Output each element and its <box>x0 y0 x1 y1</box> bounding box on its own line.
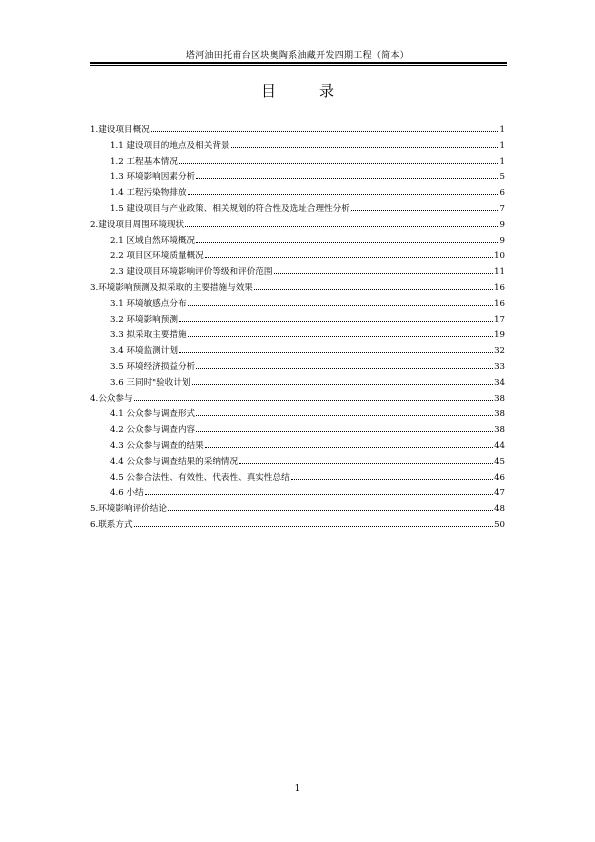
toc-entry-label: 4.4 公众参与调查结果的采纳情况 <box>110 456 239 467</box>
toc-entry-page: 16 <box>494 282 505 293</box>
toc-entry-label: 1.5 建设项目与产业政策、相关规划的符合性及选址合理性分析 <box>110 203 350 214</box>
toc-entry-page: 6 <box>499 188 505 199</box>
toc-leader-dots <box>151 121 498 132</box>
toc-entry-page: 17 <box>494 314 505 325</box>
toc-entry-page: 9 <box>499 235 505 246</box>
toc-entry-label: 5.环境影响评价结论 <box>90 504 167 515</box>
toc-entry-label: 3.3 拟采取主要措施 <box>110 330 187 341</box>
toc-leader-dots <box>179 153 498 164</box>
toc-entry-section[interactable] <box>90 421 505 437</box>
toc-entry-label: 4.3 公众参与调查的结果 <box>110 440 204 451</box>
toc-title: 目 录 <box>260 82 348 100</box>
toc-entry-page: 38 <box>494 393 505 404</box>
toc-entry-section[interactable] <box>90 326 505 342</box>
toc-entry-label: 4.5 公参合法性、有效性、代表性、真实性总结 <box>110 472 290 483</box>
toc-entry-page: 48 <box>494 504 505 515</box>
toc-entry-page: 33 <box>494 361 505 372</box>
header-rule-thin <box>90 65 507 66</box>
toc-entry-page: 1 <box>499 156 505 167</box>
toc-entry-section[interactable] <box>90 453 505 469</box>
toc-entry-chapter[interactable] <box>90 121 505 137</box>
toc-leader-dots <box>179 342 493 353</box>
toc-entry-page: 32 <box>494 346 505 357</box>
toc-entry-label: 4.公众参与 <box>90 393 133 404</box>
toc-entry-label: 1.4 工程污染物排放 <box>110 188 187 199</box>
toc-entry-chapter[interactable] <box>90 279 505 295</box>
toc-entry-label: 2.2 项目区环境质量概况 <box>110 251 204 262</box>
toc-leader-dots <box>188 295 494 306</box>
toc-leader-dots <box>196 358 493 369</box>
toc-entry-chapter[interactable] <box>90 516 505 532</box>
toc-entry-label: 3.5 环境经济损益分析 <box>110 361 196 372</box>
toc-leader-dots <box>145 484 493 495</box>
toc-leader-dots <box>134 516 493 527</box>
toc-entry-label: 2.1 区域自然环境概况 <box>110 235 196 246</box>
toc-entry-label: 2.3 建设项目环境影响评价等级和评价范围 <box>110 267 273 278</box>
toc-entry-page: 47 <box>494 488 505 499</box>
toc-leader-dots <box>205 437 493 448</box>
toc-entry-section[interactable] <box>90 263 505 279</box>
toc-entry-page: 19 <box>494 330 505 341</box>
toc-entry-section[interactable] <box>90 137 505 153</box>
toc-entry-section[interactable] <box>90 405 505 421</box>
toc-leader-dots <box>205 247 493 258</box>
toc-entry-section[interactable] <box>90 247 505 263</box>
toc-entry-page: 5 <box>499 172 505 183</box>
toc-leader-dots <box>185 216 498 227</box>
table-of-contents <box>90 121 505 532</box>
toc-leader-dots <box>254 279 493 290</box>
toc-leader-dots <box>196 168 498 179</box>
toc-entry-page: 11 <box>494 267 505 278</box>
toc-entry-page: 34 <box>494 377 505 388</box>
toc-leader-dots <box>192 374 494 385</box>
toc-entry-page: 7 <box>499 203 505 214</box>
toc-entry-section[interactable] <box>90 153 505 169</box>
toc-entry-label: 4.2 公众参与调查内容 <box>110 425 196 436</box>
toc-entry-section[interactable] <box>90 232 505 248</box>
toc-leader-dots <box>291 469 493 480</box>
toc-entry-label: 3.1 环境敏感点分布 <box>110 298 187 309</box>
toc-entry-label: 3.4 环境监测计划 <box>110 346 178 357</box>
toc-entry-page: 10 <box>494 251 505 262</box>
toc-entry-label: 1.3 环境影响因素分析 <box>110 172 196 183</box>
toc-leader-dots <box>179 311 493 322</box>
toc-entry-chapter[interactable] <box>90 216 505 232</box>
toc-entry-section[interactable] <box>90 484 505 500</box>
toc-entry-label: 3.环境影响预测及拟采取的主要措施与效果 <box>90 282 253 293</box>
toc-entry-page: 38 <box>494 425 505 436</box>
toc-entry-page: 46 <box>494 472 505 483</box>
toc-entry-section[interactable] <box>90 437 505 453</box>
toc-entry-label: 1.2 工程基本情况 <box>110 156 178 167</box>
toc-entry-section[interactable] <box>90 311 505 327</box>
toc-entry-section[interactable] <box>90 168 505 184</box>
toc-entry-section[interactable] <box>90 295 505 311</box>
toc-leader-dots <box>134 390 493 401</box>
toc-entry-page: 38 <box>494 409 505 420</box>
toc-entry-label: 2.建设项目周围环境现状 <box>90 219 185 230</box>
toc-leader-dots <box>274 263 494 274</box>
toc-entry-label: 4.6 小结 <box>110 488 144 499</box>
toc-leader-dots <box>239 453 493 464</box>
toc-entry-label: 3.2 环境影响预测 <box>110 314 178 325</box>
header-rule-thick <box>90 62 507 64</box>
toc-entry-page: 45 <box>494 456 505 467</box>
toc-entry-label: 6.联系方式 <box>90 519 133 530</box>
toc-entry-chapter[interactable] <box>90 500 505 516</box>
running-header: 塔河油田托甫台区块奥陶系油藏开发四期工程（简本） <box>185 51 410 61</box>
toc-entry-section[interactable] <box>90 374 505 390</box>
toc-leader-dots <box>196 405 493 416</box>
toc-leader-dots <box>196 421 493 432</box>
toc-entry-section[interactable] <box>90 342 505 358</box>
toc-leader-dots <box>188 326 494 337</box>
toc-leader-dots <box>168 500 493 511</box>
toc-leader-dots <box>188 184 498 195</box>
toc-entry-page: 9 <box>499 219 505 230</box>
toc-entry-section[interactable] <box>90 184 505 200</box>
toc-entry-label: 1.1 建设项目的地点及相关背景 <box>110 140 230 151</box>
toc-entry-page: 1 <box>499 140 505 151</box>
toc-entry-page: 44 <box>494 440 505 451</box>
toc-entry-label: 3.6 三同时"验收计划 <box>110 377 191 388</box>
toc-leader-dots <box>231 137 498 148</box>
toc-entry-section[interactable] <box>90 200 505 216</box>
page-number: 1 <box>294 784 301 794</box>
toc-entry-page: 16 <box>494 298 505 309</box>
toc-leader-dots <box>196 232 498 243</box>
toc-entry-label: 4.1 公众参与调查形式 <box>110 409 196 420</box>
toc-entry-label: 1.建设项目概况 <box>90 125 150 135</box>
toc-entry-page: 50 <box>494 519 505 530</box>
toc-entry-chapter[interactable] <box>90 390 505 406</box>
toc-leader-dots <box>351 200 498 211</box>
toc-entry-section[interactable] <box>90 358 505 374</box>
toc-entry-page: 1 <box>499 125 505 135</box>
toc-entry-section[interactable] <box>90 469 505 485</box>
